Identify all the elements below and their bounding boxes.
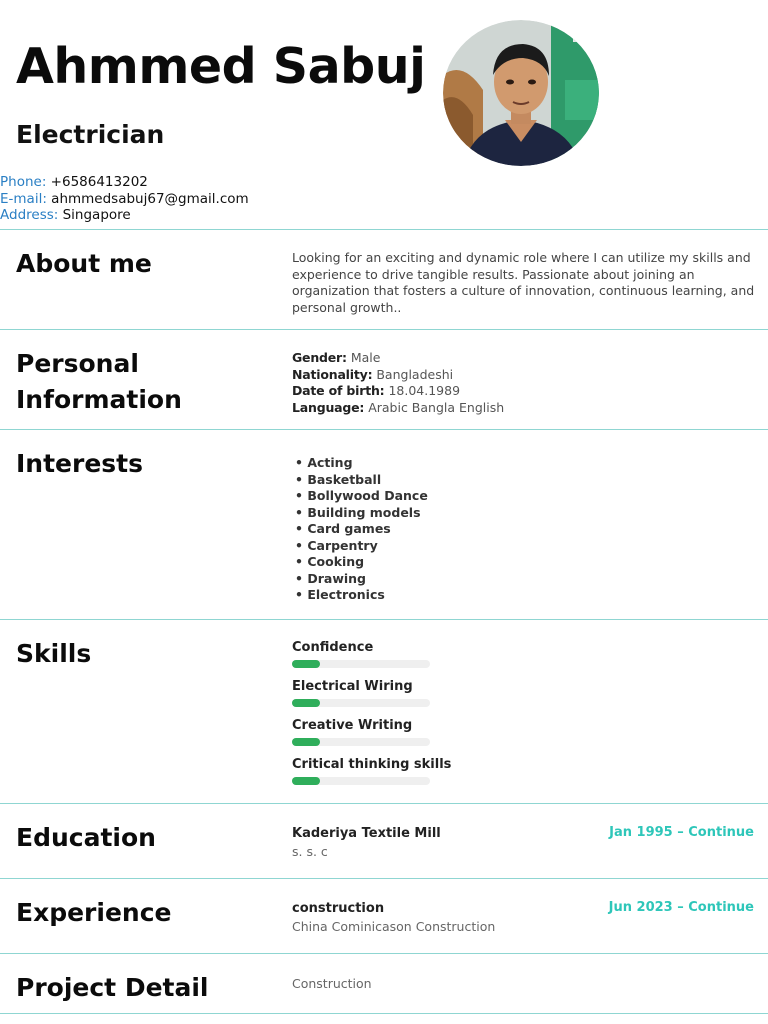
info-key: Nationality: [292,366,373,382]
contact-phone-label: Phone: [0,174,47,190]
contact-block [0,174,249,224]
skill-bar [292,699,430,707]
contact-address-value: Singapore [62,207,131,223]
skill-item [292,757,452,785]
info-key: Gender: [292,350,347,365]
interests-list [295,455,428,604]
info-row-nationality [292,367,504,384]
contact-address-label: Address: [0,207,59,223]
info-row-language [292,400,504,417]
job-title: Electrician [16,120,165,149]
skill-bar-fill [292,777,320,785]
contact-phone [0,174,249,191]
education-institution: Kaderiya Textile Mill [292,826,441,841]
skill-bar-fill [292,738,320,746]
experience-company: China Cominicason Construction [292,919,496,934]
section-education [0,803,768,879]
personal-info-list [292,350,504,416]
interest-item: • Carpentry [295,537,378,553]
experience-dates: Jun 2023 – Continue [608,900,754,915]
section-interests [0,429,768,620]
skill-item [292,679,434,707]
skill-name: Critical thinking skills [292,757,452,772]
section-about [0,229,768,330]
contact-phone-value: +6586413202 [50,174,148,190]
section-title-skills: Skills [16,639,92,668]
skill-name: Electrical Wiring [292,679,413,694]
person-name: Ahmmed Sabuj [16,38,426,95]
section-personal [0,329,768,430]
section-title-personal-line2: Information [16,385,182,414]
interest-item: • Bollywood Dance [295,488,428,503]
info-key: Language: [292,399,365,415]
interest-item: • Cooking [295,554,365,569]
section-title-education: Education [16,823,156,852]
profile-photo-image [443,20,599,166]
experience-entry [292,900,495,936]
skill-bar-fill [292,699,320,707]
skills-list [292,640,452,796]
resume-header [0,0,768,230]
contact-address [0,207,249,224]
contact-email-label: E-mail: [0,190,47,207]
skill-item [292,718,434,746]
section-title-about: About me [16,249,152,278]
section-title-experience: Experience [16,898,172,927]
info-value: Bangladeshi [376,366,454,382]
profile-photo [443,20,599,166]
section-project [0,953,768,1014]
skill-bar [292,738,430,746]
info-row-dob [292,383,504,400]
skill-name: Creative Writing [292,718,413,733]
info-key: Date of birth: [292,383,385,398]
education-dates: Jan 1995 – Continue [609,825,754,840]
section-title-project: Project Detail [16,973,209,1002]
skill-item [292,640,434,668]
skill-bar-fill [292,660,320,668]
section-title-personal-line1: Personal [16,349,139,378]
education-degree: s. s. c [292,844,328,859]
education-entry [292,825,441,861]
section-skills [0,619,768,804]
interest-item: • Basketball [295,471,382,487]
section-title-interests: Interests [16,449,144,478]
section-title-personal [16,346,182,418]
info-value: Male [350,350,381,365]
skill-name: Confidence [292,640,374,655]
skill-bar [292,777,430,785]
contact-email [0,191,249,208]
project-text: Construction [292,976,372,991]
interest-item: • Card games [295,521,391,536]
about-text: Looking for an exciting and dynamic role where I can utilize my skills and experience to drive tangible results. Passionate about joining an organization that fosters a culture of innovation, continuous learning, and personal growth.. [292,250,755,315]
info-value: Arabic Bangla English [368,399,505,415]
experience-role: construction [292,901,385,916]
contact-email-value: ahmmedsabuj67@gmail.com [51,190,249,207]
interest-item: • Drawing [295,570,366,586]
interest-item: • Acting [295,455,353,470]
skill-bar [292,660,430,668]
info-value: 18.04.1989 [388,383,461,398]
interest-item: • Building models [295,504,421,520]
section-experience [0,878,768,954]
info-row-gender [292,350,504,367]
interest-item: • Electronics [295,587,385,602]
